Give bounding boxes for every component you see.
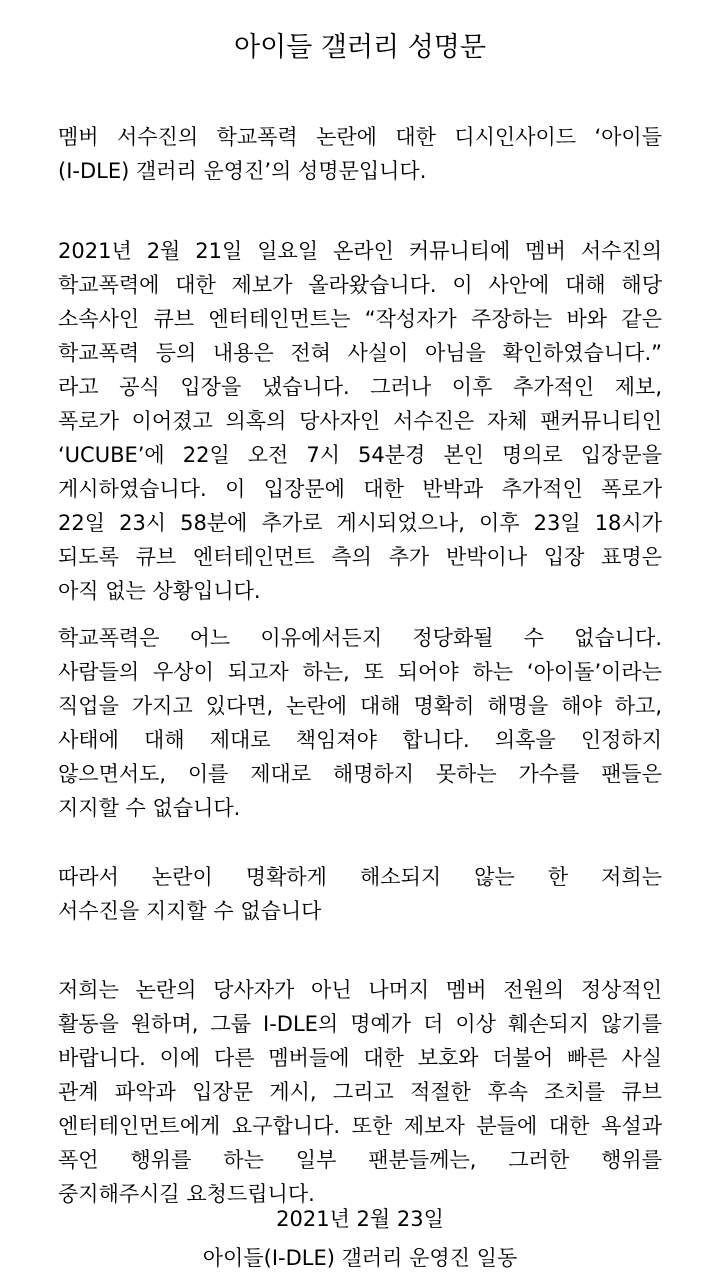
text-line: 바랍니다. 이에 다른 멤버들에 대한 보호와 더불어 빠른 사실 [58,1046,662,1070]
text-line: 중지해주시길 요청드립니다. [58,1182,315,1206]
statement-date: 2021년 2월 23일 [276,1207,444,1231]
requests-paragraph [58,973,662,1211]
text-line: 학교폭력 등의 내용은 전혀 사실이 아님을 확인하였습니다.” [58,341,662,365]
text-line: 소속사인 큐브 엔터테인먼트는 “작성자가 주장하는 바와 같은 [58,307,662,331]
intro-paragraph [58,120,662,188]
text-line: 저희는 논란의 당사자가 아닌 나머지 멤버 전원의 정상적인 [58,978,662,1002]
text-line: 따라서 논란이 명확하게 해소되지 않는 한 저희는 [58,865,662,889]
background-paragraph [58,234,662,608]
text-line: 관계 파악과 입장문 게시, 그리고 적절한 후속 조치를 큐브 [58,1080,662,1104]
text-line: 지지할 수 없습니다. [58,796,241,820]
text-line: 사람들의 우상이 되고자 하는, 또 되어야 하는 ‘아이돌’이라는 [58,660,662,684]
text-line: 2021년 2월 21일 일요일 온라인 커뮤니티에 멤버 서수진의 [58,239,662,263]
text-line: 멤버 서수진의 학교폭력 논란에 대한 디시인사이드 ‘아이들 [58,125,662,149]
text-line: 되도록 큐브 엔터테인먼트 측의 추가 반박이나 입장 표명은 [58,545,662,569]
text-line: 엔터테인먼트에게 요구합니다. 또한 제보자 분들에 대한 욕설과 [58,1114,662,1138]
conclusion-paragraph [58,860,662,928]
text-line: 라고 공식 입장을 냈습니다. 그러나 이후 추가적인 제보, [58,375,662,399]
position-paragraph [58,621,662,825]
text-line: 학교폭력은 어느 이유에서든지 정당화될 수 없습니다. [58,626,662,650]
text-line: 폭로가 이어졌고 의혹의 당사자인 서수진은 자체 팬커뮤니티인 [58,409,662,433]
text-line: 사태에 대해 제대로 책임져야 합니다. 의혹을 인정하지 [58,728,662,752]
text-line: (I-DLE) 갤러리 운영진’의 성명문입니다. [58,159,427,183]
text-line: 폭언 행위를 하는 일부 팬분들께는, 그러한 행위를 [58,1148,662,1172]
text-line: 아직 없는 상황입니다. [58,579,261,603]
text-line: 학교폭력에 대한 제보가 올라왔습니다. 이 사안에 대해 해당 [58,273,662,297]
text-line: 22일 23시 58분에 추가로 게시되었으나, 이후 23일 18시가 [58,511,662,535]
page-title: 아이들 갤러리 성명문 [234,32,486,63]
text-line: 활동을 원하며, 그룹 I-DLE의 명예가 더 이상 훼손되지 않기를 [58,1012,662,1036]
text-line: ‘UCUBE’에 22일 오전 7시 54분경 본인 명의로 입장문을 [58,443,662,467]
text-line: 게시하였습니다. 이 입장문에 대한 반박과 추가적인 폭로가 [58,477,662,501]
text-line: 서수진을 지지할 수 없습니다 [58,899,322,923]
text-line: 않으면서도, 이를 제대로 해명하지 못하는 가수를 팬들은 [58,762,662,786]
text-line: 직업을 가지고 있다면, 논란에 대해 명확히 해명을 해야 하고, [58,694,662,718]
signature: 아이들(I-DLE) 갤러리 운영진 일동 [202,1246,518,1270]
